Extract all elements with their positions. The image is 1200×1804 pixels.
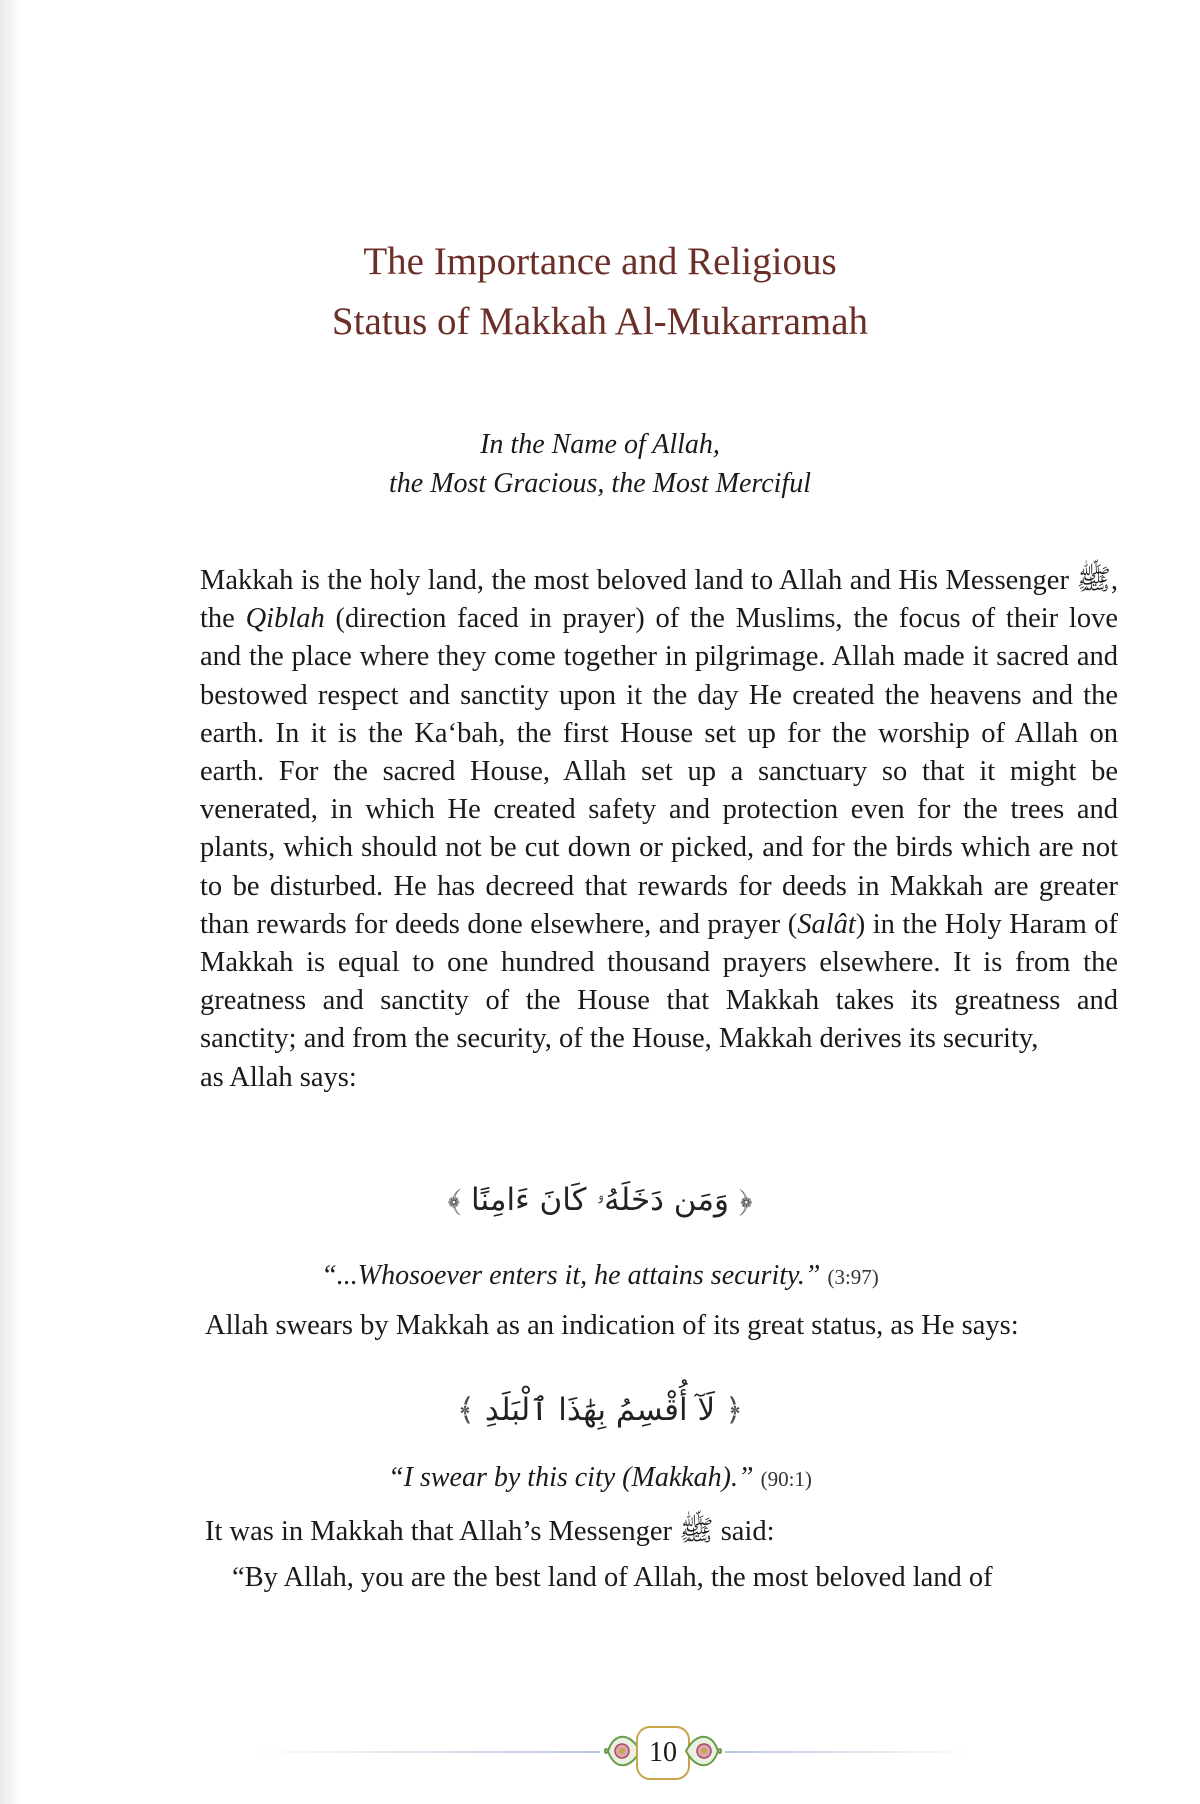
- page-number: 10: [636, 1726, 690, 1780]
- basmala-line-1: In the Name of Allah,: [480, 429, 720, 460]
- verse-1-arabic-text: وَمَن دَخَلَهُۥ كَانَ ءَامِنًا: [471, 1182, 729, 1218]
- chapter-title-line-1: The Importance and Religious: [363, 240, 837, 283]
- salutation-glyph: ﷺ: [679, 1516, 714, 1547]
- messenger-line: [205, 1514, 775, 1555]
- verse-2-reference: (90:1): [760, 1467, 812, 1491]
- messenger-line-text-2: said:: [713, 1516, 775, 1547]
- verse-2-translation-text: “I swear by this city (Makkah).”: [388, 1462, 754, 1493]
- main-paragraph: [200, 562, 1118, 1097]
- verse-1-reference: (3:97): [827, 1265, 879, 1289]
- chapter-title: [0, 232, 1200, 352]
- qiblah-term: Qiblah: [245, 603, 325, 635]
- ornate-bracket-close: ﴾: [447, 1182, 462, 1218]
- swears-line: Allah swears by Makkah as an indication of its great status, as He says:: [205, 1310, 1019, 1341]
- paragraph-last-line: as Allah says:: [200, 1061, 357, 1093]
- page-footer: [0, 1722, 1200, 1782]
- floral-ornament-right-icon: [680, 1724, 726, 1778]
- salutation-glyph: ﷺ: [1076, 565, 1111, 596]
- salat-term: Salât: [797, 908, 856, 940]
- paragraph-text-3: (direction faced in prayer) of the Muslims, the focus of their love and the place where they come together in pilgrimage. Allah made it sacred and bestowed respect and sanctity upon it the day He created the heavens and the earth. In it is the Ka‘bah, the first House set up for the worship of Allah on earth. For the sacred House, Allah set up a sanctuary so that it might be venerated, in which He created safety and protection even for the trees and plants, which should not be cut down or picked, and for the birds which are not to be disturbed. He has decreed that rewards for deeds in Makkah are greater than rewards for deeds done elsewhere, and prayer (: [200, 603, 1118, 940]
- verse-1-translation: [0, 1260, 1200, 1292]
- chapter-title-line-2: Status of Makkah Al-Mukarramah: [331, 300, 869, 343]
- verse-1-translation-text: “...Whosoever enters it, he attains security.”: [321, 1260, 821, 1291]
- paragraph-text-1: Makkah is the holy land, the most beloved land to Allah and His Messenger: [200, 565, 1077, 596]
- ornate-bracket-open: ﴿: [738, 1182, 753, 1218]
- footer-rule-right: [725, 1751, 975, 1753]
- basmala-line-2: the Most Gracious, the Most Merciful: [388, 468, 811, 499]
- messenger-line-text-1: It was in Makkah that Allah’s Messenger: [205, 1516, 680, 1547]
- basmala: [0, 425, 1200, 503]
- hadith-start-line: “By Allah, you are the best land of Allah, the most beloved land of: [232, 1562, 993, 1593]
- ornate-bracket-open: ﴿: [724, 1392, 744, 1428]
- paragraph-text-4: ) in the Holy Haram of Makkah is equal to one hundred thousand prayers elsewhere. It is from the greatness and sanctity of the House that Makkah takes its greatness and sanctity; and from the security, of the House, Makkah derives its security,: [200, 908, 1118, 1055]
- verse-2-translation: [0, 1462, 1200, 1494]
- footer-rule-left: [250, 1751, 600, 1753]
- verse-2-arabic-text: لَآ أُقْسِمُ بِهَٰذَا ٱلْبَلَدِ: [484, 1392, 716, 1428]
- ornate-bracket-close: ﴾: [456, 1392, 475, 1428]
- verse-1-arabic: [0, 1182, 1200, 1219]
- verse-2-arabic: [0, 1392, 1200, 1428]
- paragraph-text-2: , the: [200, 565, 1118, 635]
